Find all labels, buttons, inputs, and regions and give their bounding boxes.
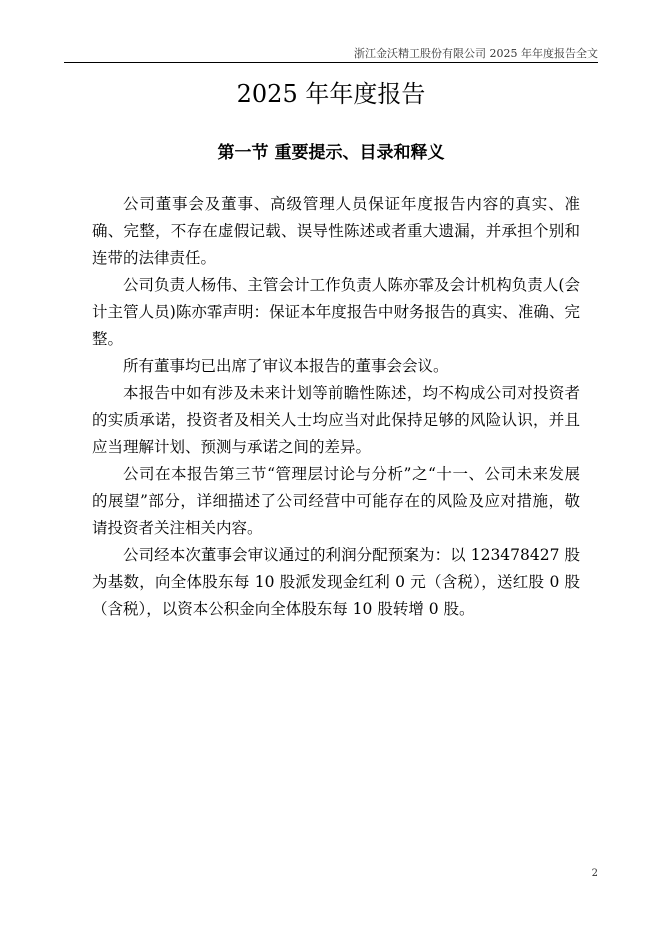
header-divider [64,62,598,63]
document-body [92,191,580,623]
paragraph-board-guarantee: 公司董事会及董事、高级管理人员保证年度报告内容的真实、准确、完整，不存在虚假记载、误导性陈述或者重大遗漏，并承担个别和连带的法律责任。 [92,195,580,267]
document-title: 2025 年年度报告 [236,80,426,108]
paragraph-forward-looking: 本报告中如有涉及未来计划等前瞻性陈述，均不构成公司对投资者的实质承诺，投资者及相关人士均应当对此保持足够的风险认识，并且应当理解计划、预测与承诺之间的差异。 [92,384,580,456]
page-number: 2 [591,868,598,879]
paragraph-profit-distribution: 公司经本次董事会审议通过的利润分配预案为：以 123478427 股为基数，向全体股东每 10 股派发现金红利 0 元（含税），送红股 0 股（含税），以资本公积金向全体股东每 10 股转增 0 股。 [92,546,580,618]
running-header: 浙江金沃精工股份有限公司 2025 年年度报告全文 [354,47,598,60]
paragraph-directors-attendance: 所有董事均已出席了审议本报告的董事会会议。 [123,357,449,375]
section-title: 第一节 重要提示、目录和释义 [217,143,445,163]
paragraph-responsible-persons: 公司负责人杨伟、主管会计工作负责人陈亦霏及会计机构负责人(会计主管人员)陈亦霏声明：保证本年度报告中财务报告的真实、准确、完整。 [92,276,580,348]
paragraph-risk-reference: 公司在本报告第三节“管理层讨论与分析”之“十一、公司未来发展的展望”部分，详细描述了公司经营中可能存在的风险及应对措施，敬请投资者关注相关内容。 [92,465,580,537]
